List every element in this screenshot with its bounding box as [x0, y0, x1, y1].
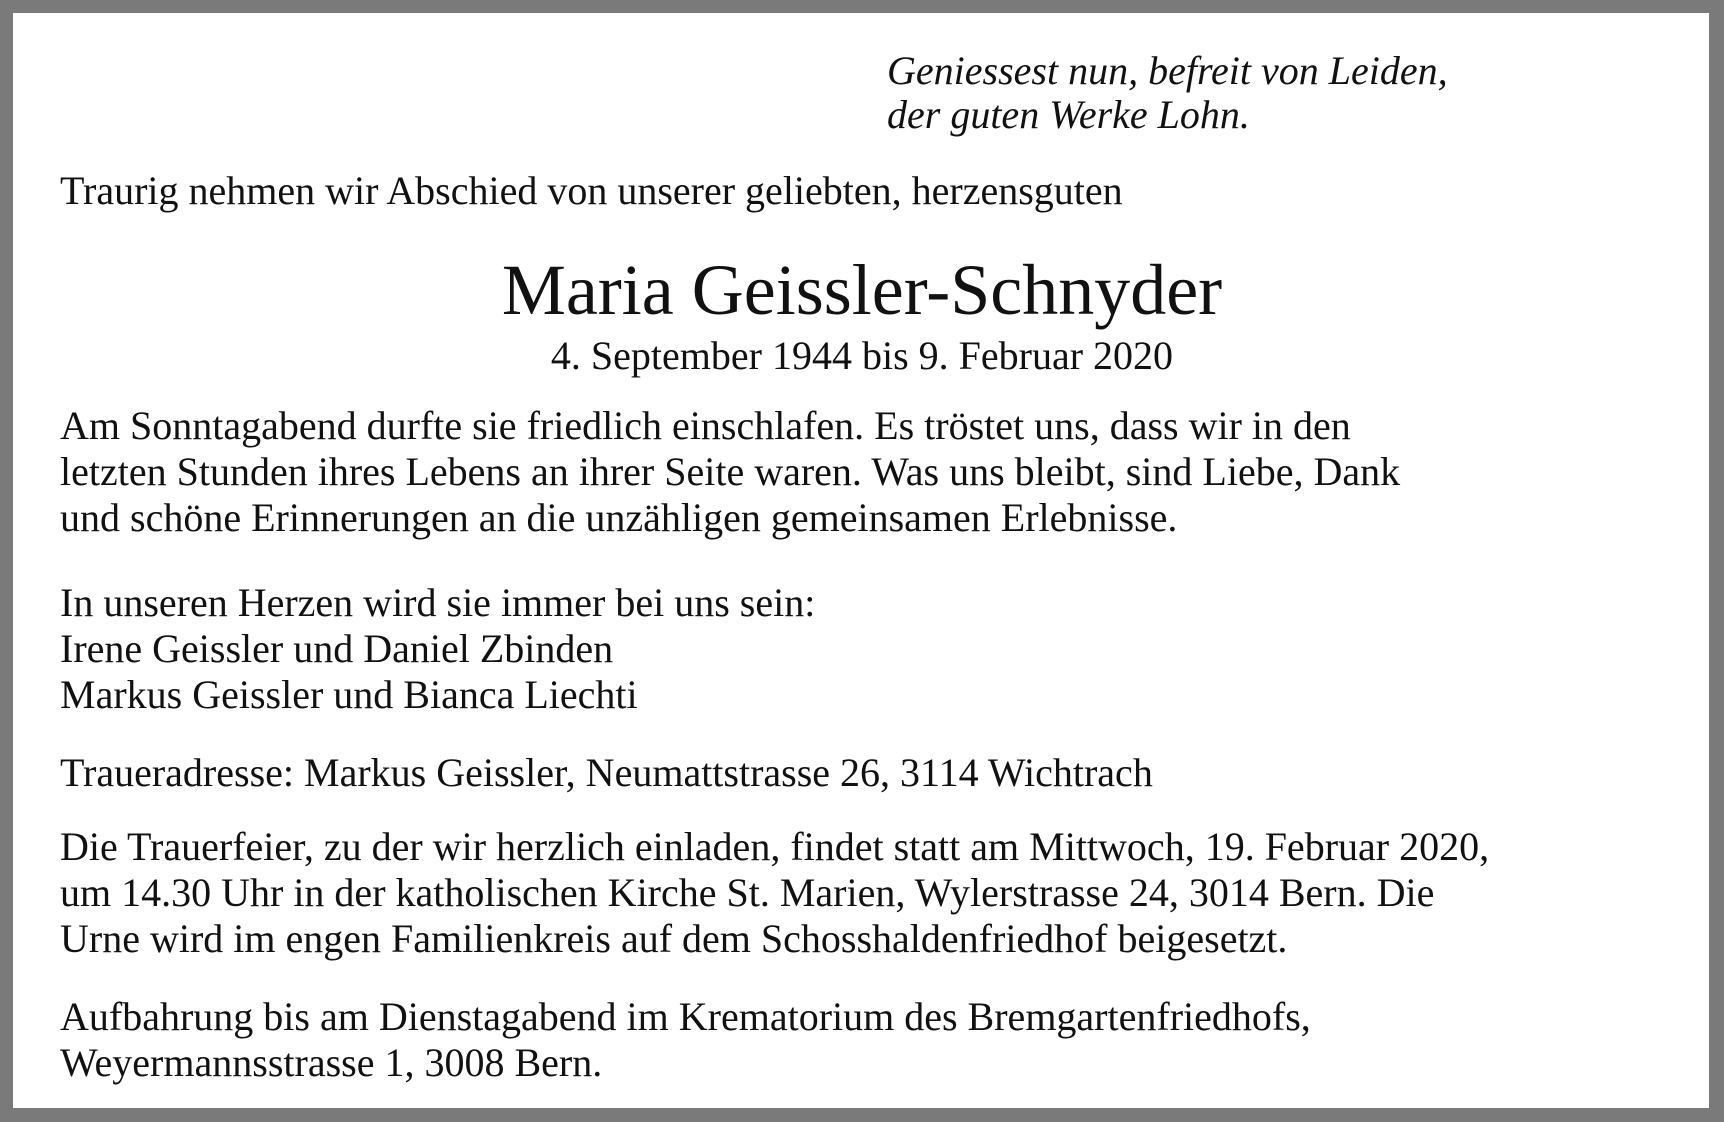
paragraph-line: letzten Stunden ihres Lebens an ihrer Seite waren. Was uns bleibt, sind Liebe, Dank — [60, 449, 1401, 494]
paragraph-line: Weyermannsstrasse 1, 3008 Bern. — [60, 1040, 603, 1085]
verse-line: Geniessest nun, befreit von Leiden, — [887, 48, 1448, 93]
mourner-name: Irene Geissler und Daniel Zbinden — [60, 626, 614, 671]
verse-line: der guten Werke Lohn. — [887, 92, 1250, 137]
paragraph-line: um 14.30 Uhr in der katholischen Kirche St. Marien, Wylerstrasse 24, 3014 Bern. Die — [60, 870, 1435, 915]
paragraph-line: Urne wird im engen Familienkreis auf dem Schosshaldenfriedhof beigesetzt. — [60, 916, 1288, 961]
paragraph-line: Aufbahrung bis am Dienstagabend im Krematorium des Bremgartenfriedhofs, — [60, 994, 1311, 1039]
mourning-address: Traueradresse: Markus Geissler, Neumattstrasse 26, 3114 Wichtrach — [60, 750, 1153, 795]
deceased-name: Maria Geissler-Schnyder — [501, 250, 1223, 330]
paragraph-line: Die Trauerfeier, zu der wir herzlich einladen, findet statt am Mittwoch, 19. Februar 2020, — [60, 824, 1490, 869]
mourners-heading: In unseren Herzen wird sie immer bei uns sein: — [60, 580, 816, 625]
paragraph-line: Am Sonntagabend durfte sie friedlich einschlafen. Es tröstet uns, dass wir in den — [60, 403, 1351, 448]
ceremony-paragraph — [60, 824, 1489, 962]
paragraph-line: und schöne Erinnerungen an die unzähligen gemeinsamen Erlebnisse. — [60, 495, 1178, 540]
intro-text: Traurig nehmen wir Abschied von unserer geliebten, herzensguten — [60, 168, 1123, 213]
verse-quote — [887, 49, 1448, 137]
viewing-paragraph — [60, 994, 1311, 1086]
farewell-paragraph — [60, 403, 1400, 541]
life-dates: 4. September 1944 bis 9. Februar 2020 — [550, 333, 1174, 378]
mourner-name: Markus Geissler und Bianca Liechti — [60, 672, 638, 717]
mourners-list — [60, 580, 815, 718]
obituary-notice — [13, 13, 1709, 1108]
